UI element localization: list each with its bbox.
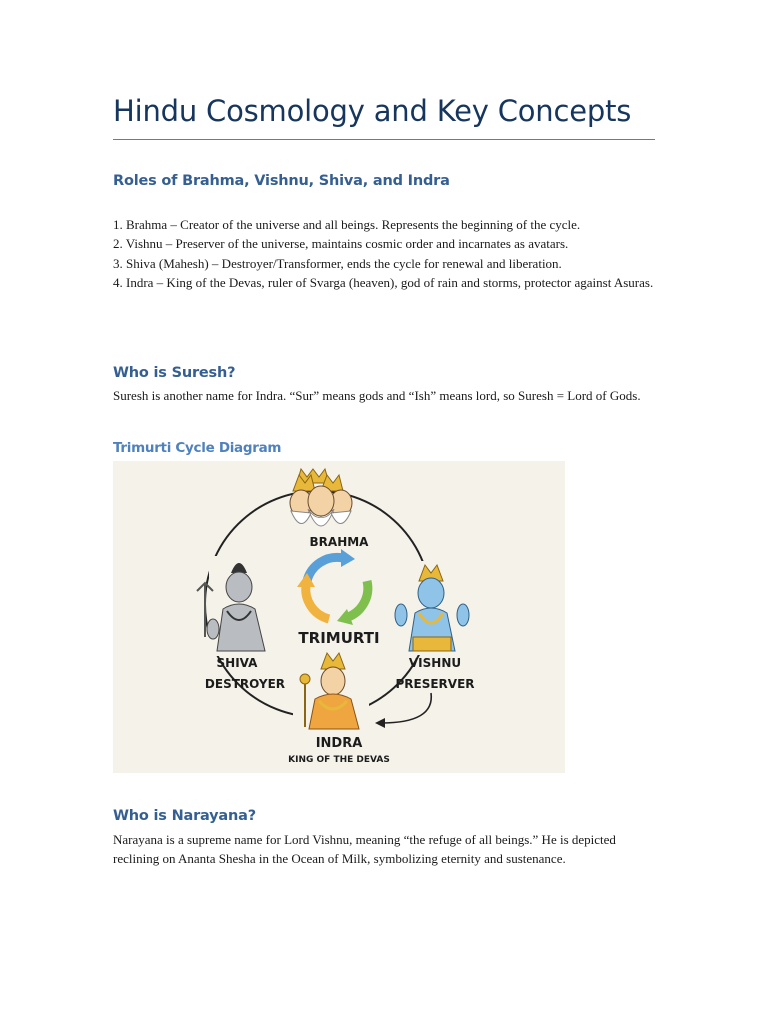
cycle-arrows-icon bbox=[297, 549, 368, 625]
shiva-label: SHIVA bbox=[216, 656, 258, 670]
vishnu-label: VISHNU bbox=[408, 656, 462, 670]
vishnu-figure bbox=[395, 561, 483, 655]
trimurti-diagram bbox=[113, 461, 565, 773]
narayana-paragraph: Narayana is a supreme name for Lord Vishnu, meaning “the refuge of all beings.” He is depicted reclining on Ananta Shesha in the Ocean of Milk, symbolizing eternity and sustenance. bbox=[113, 832, 616, 867]
brahma-label: BRAHMA bbox=[309, 535, 369, 549]
trimurti-diagram-graphic bbox=[113, 461, 565, 773]
indra-label: INDRA bbox=[315, 736, 363, 751]
heading-narayana: Who is Narayana? bbox=[113, 808, 256, 824]
roles-list bbox=[113, 215, 655, 293]
suresh-paragraph: Suresh is another name for Indra. “Sur” means gods and “Ish” means lord, so Suresh = Lord of Gods. bbox=[113, 388, 641, 403]
vishnu-role-label: PRESERVER bbox=[395, 677, 475, 691]
list-item: 3. Shiva (Mahesh) – Destroyer/Transformer, ends the cycle for renewal and liberation. bbox=[113, 255, 562, 271]
heading-diagram: Trimurti Cycle Diagram bbox=[113, 440, 282, 456]
shiva-role-label: DESTROYER bbox=[204, 677, 286, 691]
heading-suresh: Who is Suresh? bbox=[113, 365, 236, 381]
shiva-figure bbox=[197, 556, 271, 656]
indra-role-label: KING OF THE DEVAS bbox=[288, 755, 390, 765]
brahma-figure bbox=[290, 469, 352, 542]
title-underline bbox=[113, 139, 655, 140]
list-item: 1. Brahma – Creator of the universe and all beings. Represents the beginning of the cycle. bbox=[113, 217, 581, 232]
page-title: Hindu Cosmology and Key Concepts bbox=[113, 94, 632, 128]
list-item: 2. Vishnu – Preserver of the universe, maintains cosmic order and incarnates as avatars. bbox=[113, 236, 569, 252]
heading-roles: Roles of Brahma, Vishnu, Shiva, and Indra bbox=[113, 173, 450, 189]
list-item: 4. Indra – King of the Devas, ruler of Svarga (heaven), god of rain and storms, protector against Asuras. bbox=[113, 275, 654, 291]
indra-figure bbox=[293, 651, 369, 731]
trimurti-label: TRIMURTI bbox=[298, 629, 380, 647]
arrow-vishnu-to-indra bbox=[381, 693, 431, 723]
